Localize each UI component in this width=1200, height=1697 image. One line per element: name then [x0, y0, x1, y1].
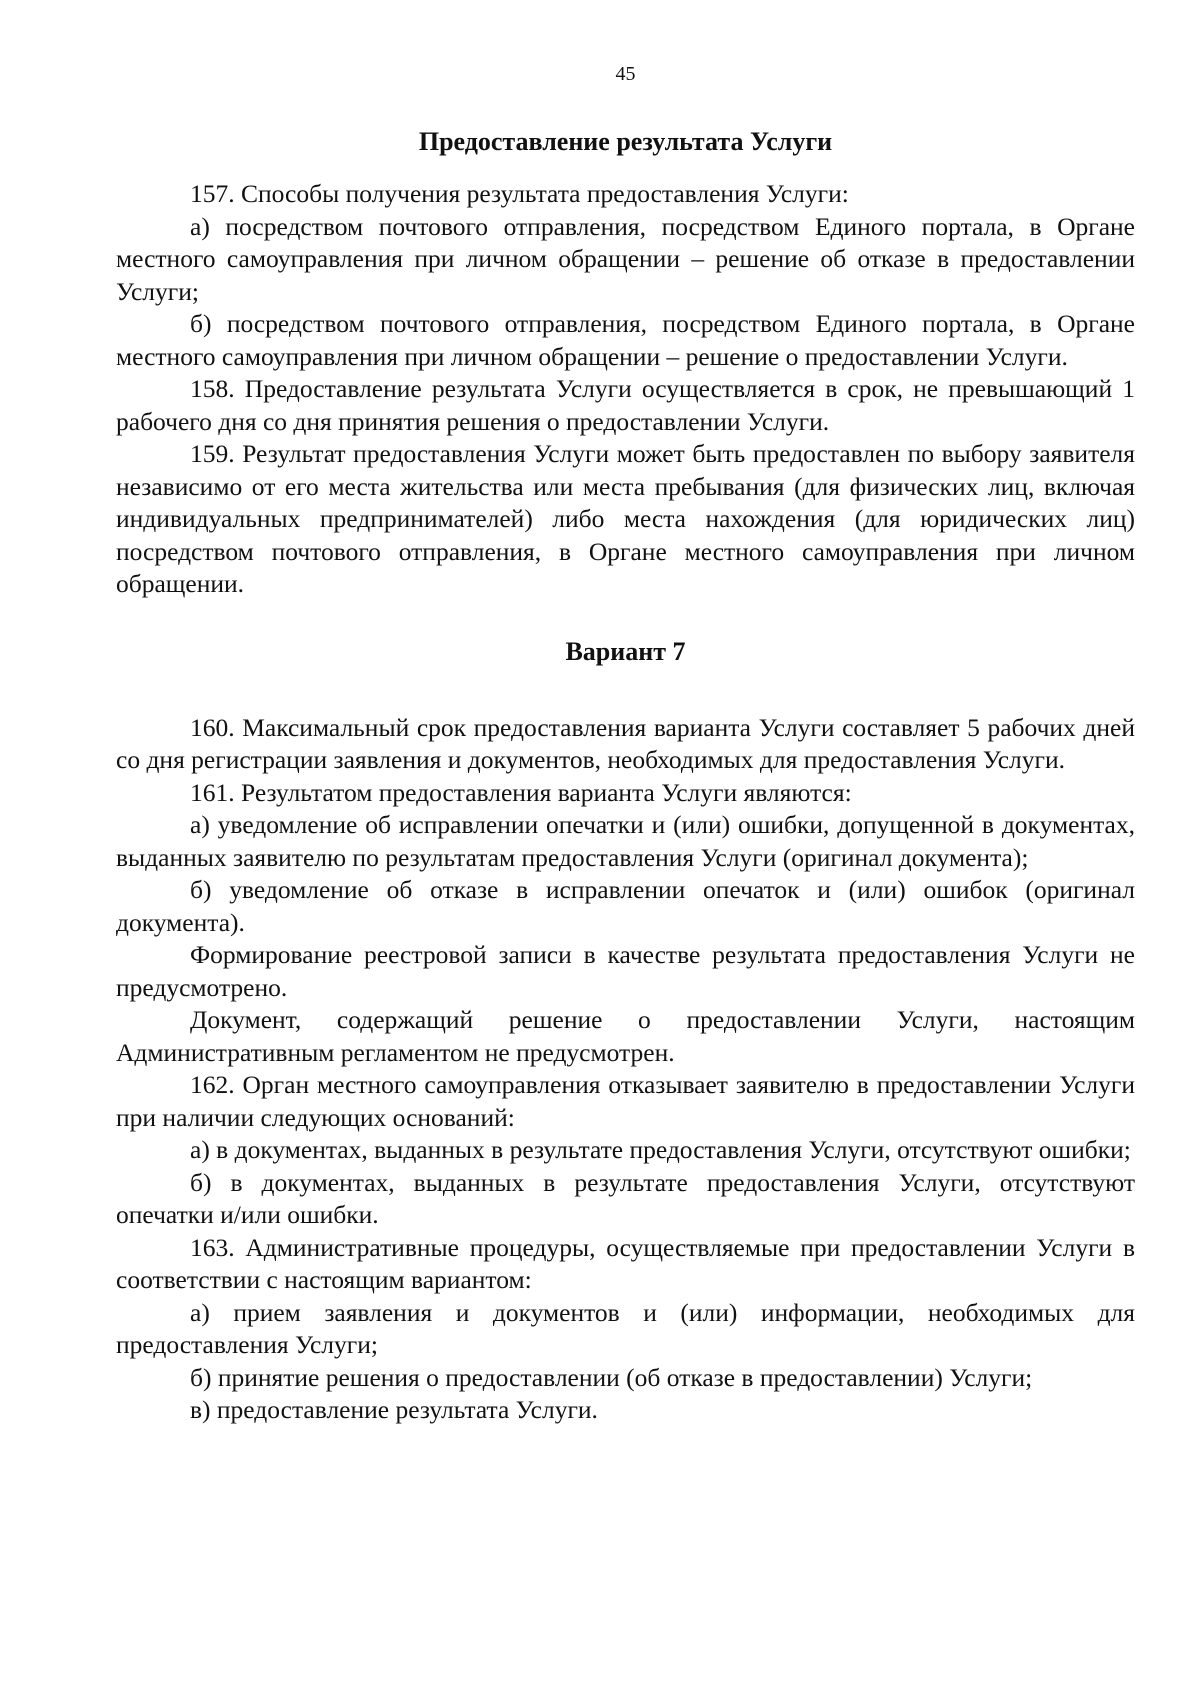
paragraph-162-b: б) в документах, выданных в результате предоставления Услуги, отсутствуют опечатки и/или ошибки.	[116, 1167, 1135, 1229]
paragraph-159: 159. Результат предоставления Услуги может быть предоставлен по выбору заявителя независимо от его места жительства или места пребывания (для физических лиц, включая индивидуальных предпринимателей) либо места нахождения (для юридических лиц) посредством почтового отправления, в Органе местного самоуправления при личном обращении.	[116, 439, 1135, 598]
paragraph-registry-record: Формирование реестровой записи в качестве результата предоставления Услуги не предусмотрено.	[116, 940, 1135, 1002]
paragraph-163-a: а) прием заявления и документов и (или) информации, необходимых для предоставления Услуги;	[116, 1297, 1135, 1359]
section-title-variant-7: Вариант 7	[565, 636, 686, 666]
paragraph-162: 162. Орган местного самоуправления отказывает заявителю в предоставлении Услуги при наличии следующих оснований:	[116, 1070, 1135, 1132]
section-title-result-delivery: Предоставление результата Услуги	[418, 127, 833, 156]
paragraph-157-a: а) посредством почтового отправления, посредством Единого портала, в Органе местного самоуправления при личном обращении – решение об отказе в предоставлении Услуги;	[116, 211, 1135, 306]
paragraph-163: 163. Административные процедуры, осуществляемые при предоставлении Услуги в соответствии с настоящим вариантом:	[116, 1232, 1135, 1294]
paragraph-161: 161. Результатом предоставления варианта Услуги являются:	[190, 777, 852, 807]
paragraph-158: 158. Предоставление результата Услуги осуществляется в срок, не превышающий 1 рабочего дня со дня принятия решения о предоставлении Услуги.	[116, 374, 1135, 436]
paragraph-decision-document: Документ, содержащий решение о предоставлении Услуги, настоящим Административным регламентом не предусмотрен.	[116, 1005, 1135, 1067]
section-result-delivery	[116, 126, 1135, 601]
page-number: 45	[615, 63, 636, 85]
paragraph-157: 157. Способы получения результата предоставления Услуги:	[190, 179, 849, 208]
paragraph-163-b: б) принятие решения о предоставлении (об отказе в предоставлении) Услуги;	[190, 1362, 1033, 1392]
section-variant-7	[116, 636, 1135, 1427]
paragraph-161-a: а) уведомление об исправлении опечатки и (или) ошибки, допущенной в документах, выданных заявителю по результатам предоставления Услуги (оригинал документа);	[116, 810, 1135, 872]
paragraph-162-a: а) в документах, выданных в результате предоставления Услуги, отсутствуют ошибки;	[190, 1135, 1131, 1164]
paragraph-163-c: в) предоставление результата Услуги.	[190, 1395, 598, 1424]
paragraph-160: 160. Максимальный срок предоставления варианта Услуги составляет 5 рабочих дней со дня регистрации заявления и документов, необходимых для предоставления Услуги.	[116, 712, 1135, 774]
paragraph-161-b: б) уведомление об отказе в исправлении опечаток и (или) ошибок (оригинал документа).	[116, 875, 1135, 937]
paragraph-157-b: б) посредством почтового отправления, посредством Единого портала, в Органе местного самоуправления при личном обращении – решение о предоставлении Услуги.	[116, 309, 1135, 371]
